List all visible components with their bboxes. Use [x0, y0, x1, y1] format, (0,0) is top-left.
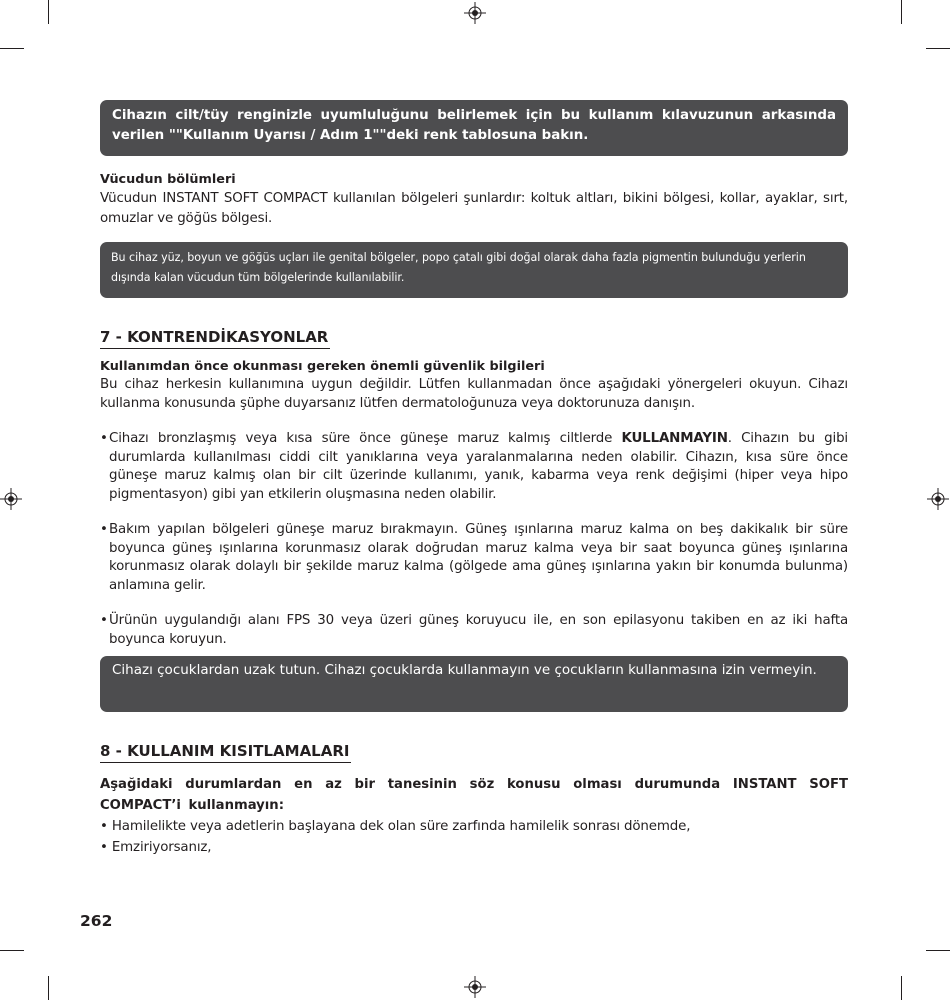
notice-color-chart [100, 100, 848, 156]
crop-mark [48, 976, 49, 1000]
section-7-subtitle: Kullanımdan önce okunması gereken önemli güvenlik bilgileri [100, 359, 545, 374]
list-item: • Emziriyorsanız, [100, 840, 212, 855]
registration-mark-icon [464, 2, 486, 24]
bullet-dot: • [100, 522, 108, 537]
registration-mark-icon [464, 976, 486, 998]
crop-mark [926, 48, 950, 49]
registration-mark-icon [0, 488, 22, 510]
list-item-text: Bakım yapılan bölgeleri güneşe maruz bırakmayın. Güneş ışınlarına maruz kalma on beş dakikalık bir süre boyunca güneş ışınlarına korunmasız olarak doğrudan maruz kalma veya bir saat boyunca güneş ışınlarına korunmasız olarak dolaylı bir şekilde maruz kalma (gölgede ama güneş ışınlarına yakın bir konumda bulunma) anlamına gelir. [109, 522, 848, 593]
section-7-content [100, 358, 848, 649]
section-8-heading: 8 - KULLANIM KISITLAMALARI [100, 742, 351, 763]
bullet-dot: • [100, 613, 108, 628]
registration-mark-icon [927, 488, 949, 510]
notice-body-areas-text: Bu cihaz yüz, boyun ve göğüs uçları ile genital bölgeler, popo çatalı gibi doğal olarak daha fazla pigmentin bulunduğu yerlerin dışında kalan vücudun tüm bölgelerinde kullanılabilir. [111, 251, 806, 284]
list-item-text: Cihazı bronzlaşmış veya kısa süre önce güneşe maruz kalmış ciltlerde [109, 431, 622, 446]
crop-mark [0, 950, 24, 951]
notice-color-chart-text: Cihazın cilt/tüy renginizle uyumluluğunu belirlemek için bu kullanım kılavuzunun arkasında verilen ""Kullanım Uyarısı / Adım 1""deki renk tablosuna bakın. [112, 108, 836, 143]
notice-children [100, 656, 848, 712]
body-areas-title: Vücudun bölümleri [100, 172, 236, 187]
section-8-subtitle: Aşağidaki durumlardan en az bir tanesinin söz konusu olması durumunda INSTANT SOFT COMPACT’i kullanmayın: [100, 777, 848, 813]
bullet-dot: • [100, 431, 108, 446]
list-item [100, 521, 848, 595]
crop-mark [901, 0, 902, 24]
crop-mark [0, 48, 24, 49]
section-8-content [100, 774, 848, 858]
list-item-text: Ürünün uygulandığı alanı FPS 30 veya üzeri güneş koruyucu ile, en son epilasyonu takiben en az iki hafta boyunca koruyun. [109, 613, 848, 647]
page-number: 262 [80, 912, 113, 930]
notice-body-areas [100, 242, 848, 298]
list-item [100, 430, 848, 504]
body-areas-text: Vücudun INSTANT SOFT COMPACT kullanılan bölgeleri şunlardır: koltuk altları, bikini bölgesi, kollar, ayaklar, sırt, omuzlar ve göğüs bölgesi. [100, 191, 848, 226]
crop-mark [48, 0, 49, 24]
crop-mark [926, 950, 950, 951]
list-item-emphasis: KULLANMAYIN [621, 431, 728, 446]
list-item [100, 612, 848, 649]
section-7-intro: Bu cihaz herkesin kullanımına uygun değildir. Lütfen kullanmadan önce aşağıdaki yönergeleri okuyun. Cihazı kullanma konusunda şüphe duyarsanız lütfen dermatoloğunuza veya doktorunuza danışın. [100, 377, 848, 411]
body-areas-section [100, 171, 848, 229]
notice-children-text: Cihazı çocuklardan uzak tutun. Cihazı çocuklarda kullanmayın ve çocukların kullanmasına izin vermeyin. [112, 662, 817, 678]
crop-mark [901, 976, 902, 1000]
section-7-heading: 7 - KONTRENDİKASYONLAR [100, 328, 330, 349]
list-item-text: . Cihazın bu gibi durumlarda kullanılması ciddi cilt yanıklarına veya yaralanmalarına neden olabilir. Cihazın, kısa süre önce güneşe maruz kalmış olan bir cilt üzerinde kullanımı, yanık, kabarma veya renk değişimi (hiper veya hipo pigmentasyon) gibi yan etkilerin oluşmasına neden olabilir. [109, 431, 849, 502]
list-item: • Hamilelikte veya adetlerin başlayana dek olan süre zarfında hamilelik sonrası dönemde, [100, 819, 691, 834]
